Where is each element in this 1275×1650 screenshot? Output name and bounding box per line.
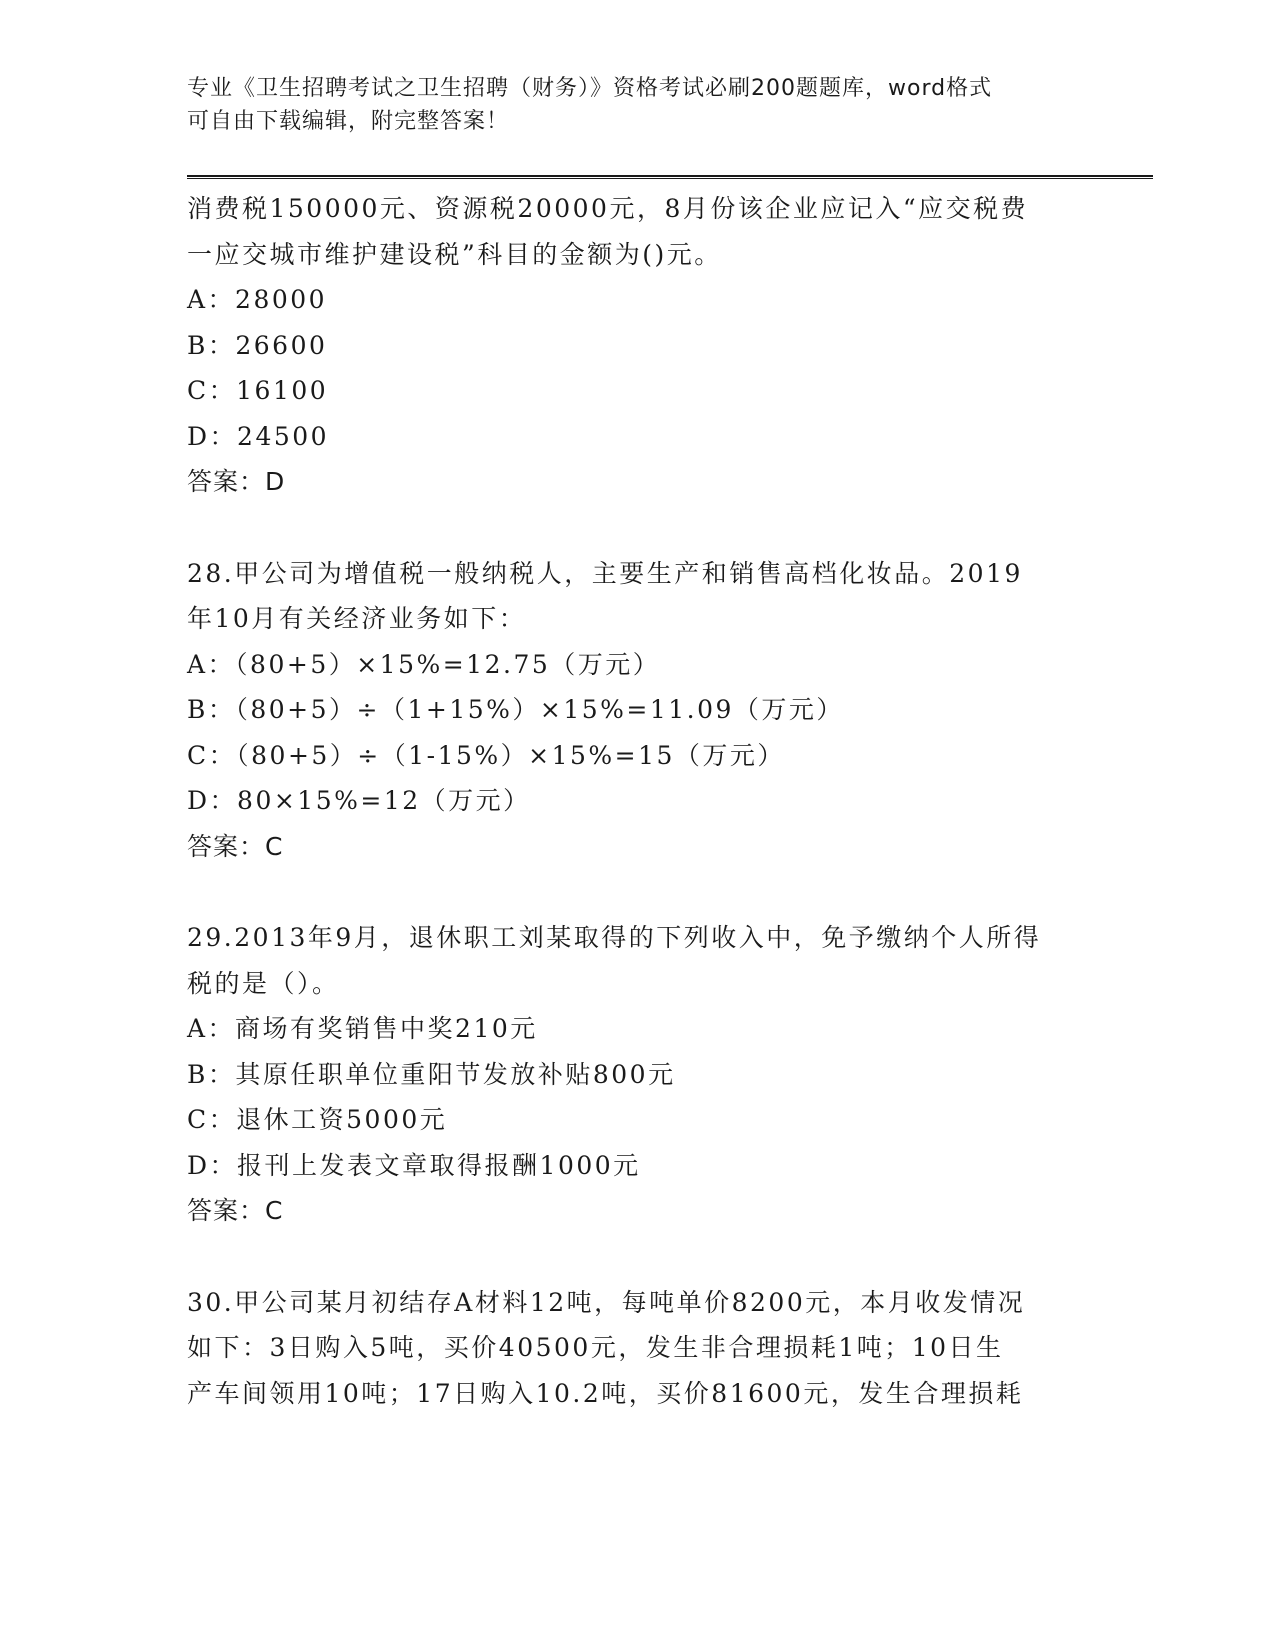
question-text-line: 一应交城市维护建设税”科目的金额为()元。 [187,239,722,269]
option-d: D：报刊上发表文章取得报酬1000元 [187,1150,641,1180]
answer-line: 答案：C [187,1196,284,1225]
option-c: C：退休工资5000元 [187,1105,448,1134]
page-header [187,72,1087,138]
option-c: C：16100 [187,376,329,405]
document-body [187,186,1087,1416]
question-text-line: 产车间领用10吨；17日购入10.2吨，买价81600元，发生合理损耗 [187,1378,1024,1408]
option-a: A：（80+5）×15%=12.75（万元） [187,649,661,679]
answer-line: 答案：C [187,831,284,861]
question-30 [187,1280,1087,1417]
option-d: D：80×15%=12（万元） [187,786,531,815]
question-text-line: 29.2013年9月，退休职工刘某取得的下列收入中，免予缴纳个人所得 [187,923,1042,952]
option-b: B：其原任职单位重阳节发放补贴800元 [187,1059,676,1089]
question-text-line: 30.甲公司某月初结存A材料12吨，每吨单价8200元，本月收发情况 [187,1287,1026,1317]
question-text-line: 28.甲公司为增值税一般纳税人，主要生产和销售高档化妆品。2019 [187,558,1023,588]
question-text-line: 消费税150000元、资源税20000元，8月份该企业应记入“应交税费 [187,194,1029,223]
option-b: B：26600 [187,330,328,360]
option-d: D：24500 [187,421,330,451]
answer-line: 答案：D [187,467,286,496]
option-a: A：28000 [187,285,328,314]
spacer [187,1234,1087,1280]
question-28 [187,551,1087,870]
header-divider [187,175,1153,179]
spacer [187,869,1087,915]
option-b: B：（80+5）÷（1+15%）×15%=11.09（万元） [187,695,844,724]
spacer [187,505,1087,551]
question-27 [187,186,1087,505]
question-text-line: 如下：3日购入5吨，买价40500元，发生非合理损耗1吨；10日生 [187,1333,1004,1362]
option-c: C：（80+5）÷（1-15%）×15%=15（万元） [187,740,785,770]
question-text-line: 年10月有关经济业务如下： [187,604,527,633]
header-line-2: 可自由下载编辑，附完整答案！ [187,109,510,134]
question-text-line: 税的是（）。 [187,968,340,998]
header-line-1: 专业《卫生招聘考试之卫生招聘（财务）》资格考试必刷200题题库，word格式 [187,76,993,101]
option-a: A：商场有奖销售中奖210元 [187,1014,538,1043]
question-29 [187,915,1087,1234]
